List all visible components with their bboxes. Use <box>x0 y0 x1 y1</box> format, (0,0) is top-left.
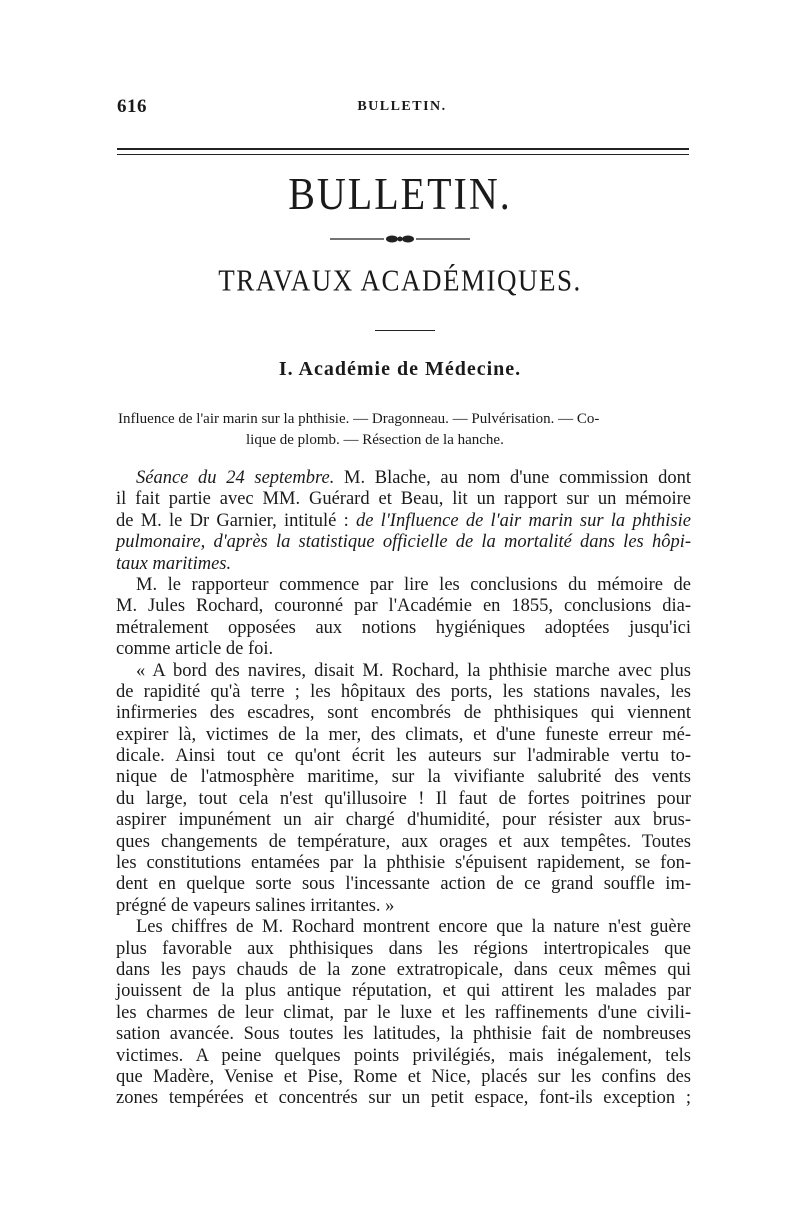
text-line: M. le rapporteur commence par lire les conclusions du mémoire de <box>136 574 691 595</box>
text-span: M. Blache, au nom d'une commission dont <box>334 468 691 488</box>
text-line: Les chiffres de M. Rochard montrent encore que la nature n'est guère <box>136 917 691 938</box>
section-title: TRAVAUX ACADÉMIQUES. <box>218 262 582 298</box>
text-line: taux maritimes. <box>116 553 232 574</box>
text-line: victimes. A peine quelques points privilégiés, mais inégalement, tels <box>116 1045 691 1066</box>
text-line: « A bord des navires, disait M. Rochard, la phthisie marche avec plus <box>136 660 691 681</box>
text-line: nique de l'atmosphère maritime, sur la vivifiante salubrité des vents <box>116 767 691 788</box>
text-line: expirer là, victimes de la mer, des climats, et d'une funeste erreur mé- <box>116 724 691 745</box>
text-line: dent en quelque sorte sous l'incessante action de ce grand souffle im- <box>116 874 691 895</box>
text-line: dans les pays chauds de la zone extratropicale, dans ceux mêmes qui <box>116 959 691 980</box>
short-divider <box>375 330 435 331</box>
text-span: de M. le Dr Garnier, intitulé : <box>116 510 356 531</box>
session-date: Séance du 24 septembre. <box>136 468 335 488</box>
page-title: BULLETIN. <box>288 167 512 220</box>
text-line: comme article de foi. <box>116 639 274 660</box>
page-number: 616 <box>117 96 147 117</box>
text-line: sation avancée. Sous toutes les latitudes, la phthisie fait de nombreuses <box>116 1024 691 1045</box>
subsection-title: I. Académie de Médecine. <box>278 358 522 380</box>
text-line: M. Jules Rochard, couronné par l'Académie en 1855, conclusions dia- <box>116 596 691 617</box>
text-line: jouissent de la plus antique réputation, et qui attirent les malades par <box>116 981 691 1002</box>
running-title: BULLETIN. <box>357 99 447 114</box>
text-line: ques changements de température, aux orages et aux tempêtes. Toutes <box>116 831 691 852</box>
summary-line: Influence de l'air marin sur la phthisie. — Dragonneau. — Pulvérisation. — Co- <box>118 411 600 427</box>
text-line: plus favorable aux phthisiques dans les régions intertropicales que <box>116 938 691 959</box>
text-line: les charmes de leur climat, par le luxe et les raffinements d'une civili- <box>116 1002 691 1023</box>
text-line <box>116 511 691 532</box>
header-double-rule <box>117 148 689 155</box>
text-line: les constitutions entamées par la phthisie s'épuisent rapidement, se fon- <box>116 853 691 874</box>
text-line: aspirer impunément un air chargé d'humidité, pour résister aux brus- <box>116 810 691 831</box>
summary-line: lique de plomb. — Résection de la hanche. <box>246 432 504 448</box>
running-header <box>117 96 687 122</box>
text-line: dicale. Ainsi tout ce qu'ont écrit les auteurs sur l'admirable vertu to- <box>116 746 691 767</box>
text-line: métralement opposées aux notions hygiéniques adoptées jusqu'ici <box>116 617 691 638</box>
text-line: infirmeries des escadres, sont encombrés de phthisiques qui viennent <box>116 703 691 724</box>
article-body <box>116 468 691 1110</box>
text-line: du large, tout cela n'est qu'illusoire ! Il faut de fortes poitrines pour <box>116 788 691 809</box>
text-line: prégné de vapeurs salines irritantes. » <box>116 895 395 916</box>
ornament-divider <box>330 234 470 244</box>
text-line: il fait partie avec MM. Guérard et Beau, lit un rapport sur un mémoire <box>116 489 691 510</box>
memoir-title: de l'Influence de l'air marin sur la phthisie <box>355 510 691 531</box>
text-line <box>116 468 691 489</box>
text-line: que Madère, Venise et Pise, Rome et Nice, placés sur les confins des <box>116 1066 691 1087</box>
text-line: pulmonaire, d'après la statistique officielle de la mortalité dans les hôpi- <box>116 532 691 553</box>
summary-block <box>118 409 690 451</box>
text-line: de rapidité qu'à terre ; les hôpitaux des ports, les stations navales, les <box>116 681 691 702</box>
text-line: zones tempérées et concentrés sur un petit espace, font-ils exception ; <box>116 1088 691 1109</box>
